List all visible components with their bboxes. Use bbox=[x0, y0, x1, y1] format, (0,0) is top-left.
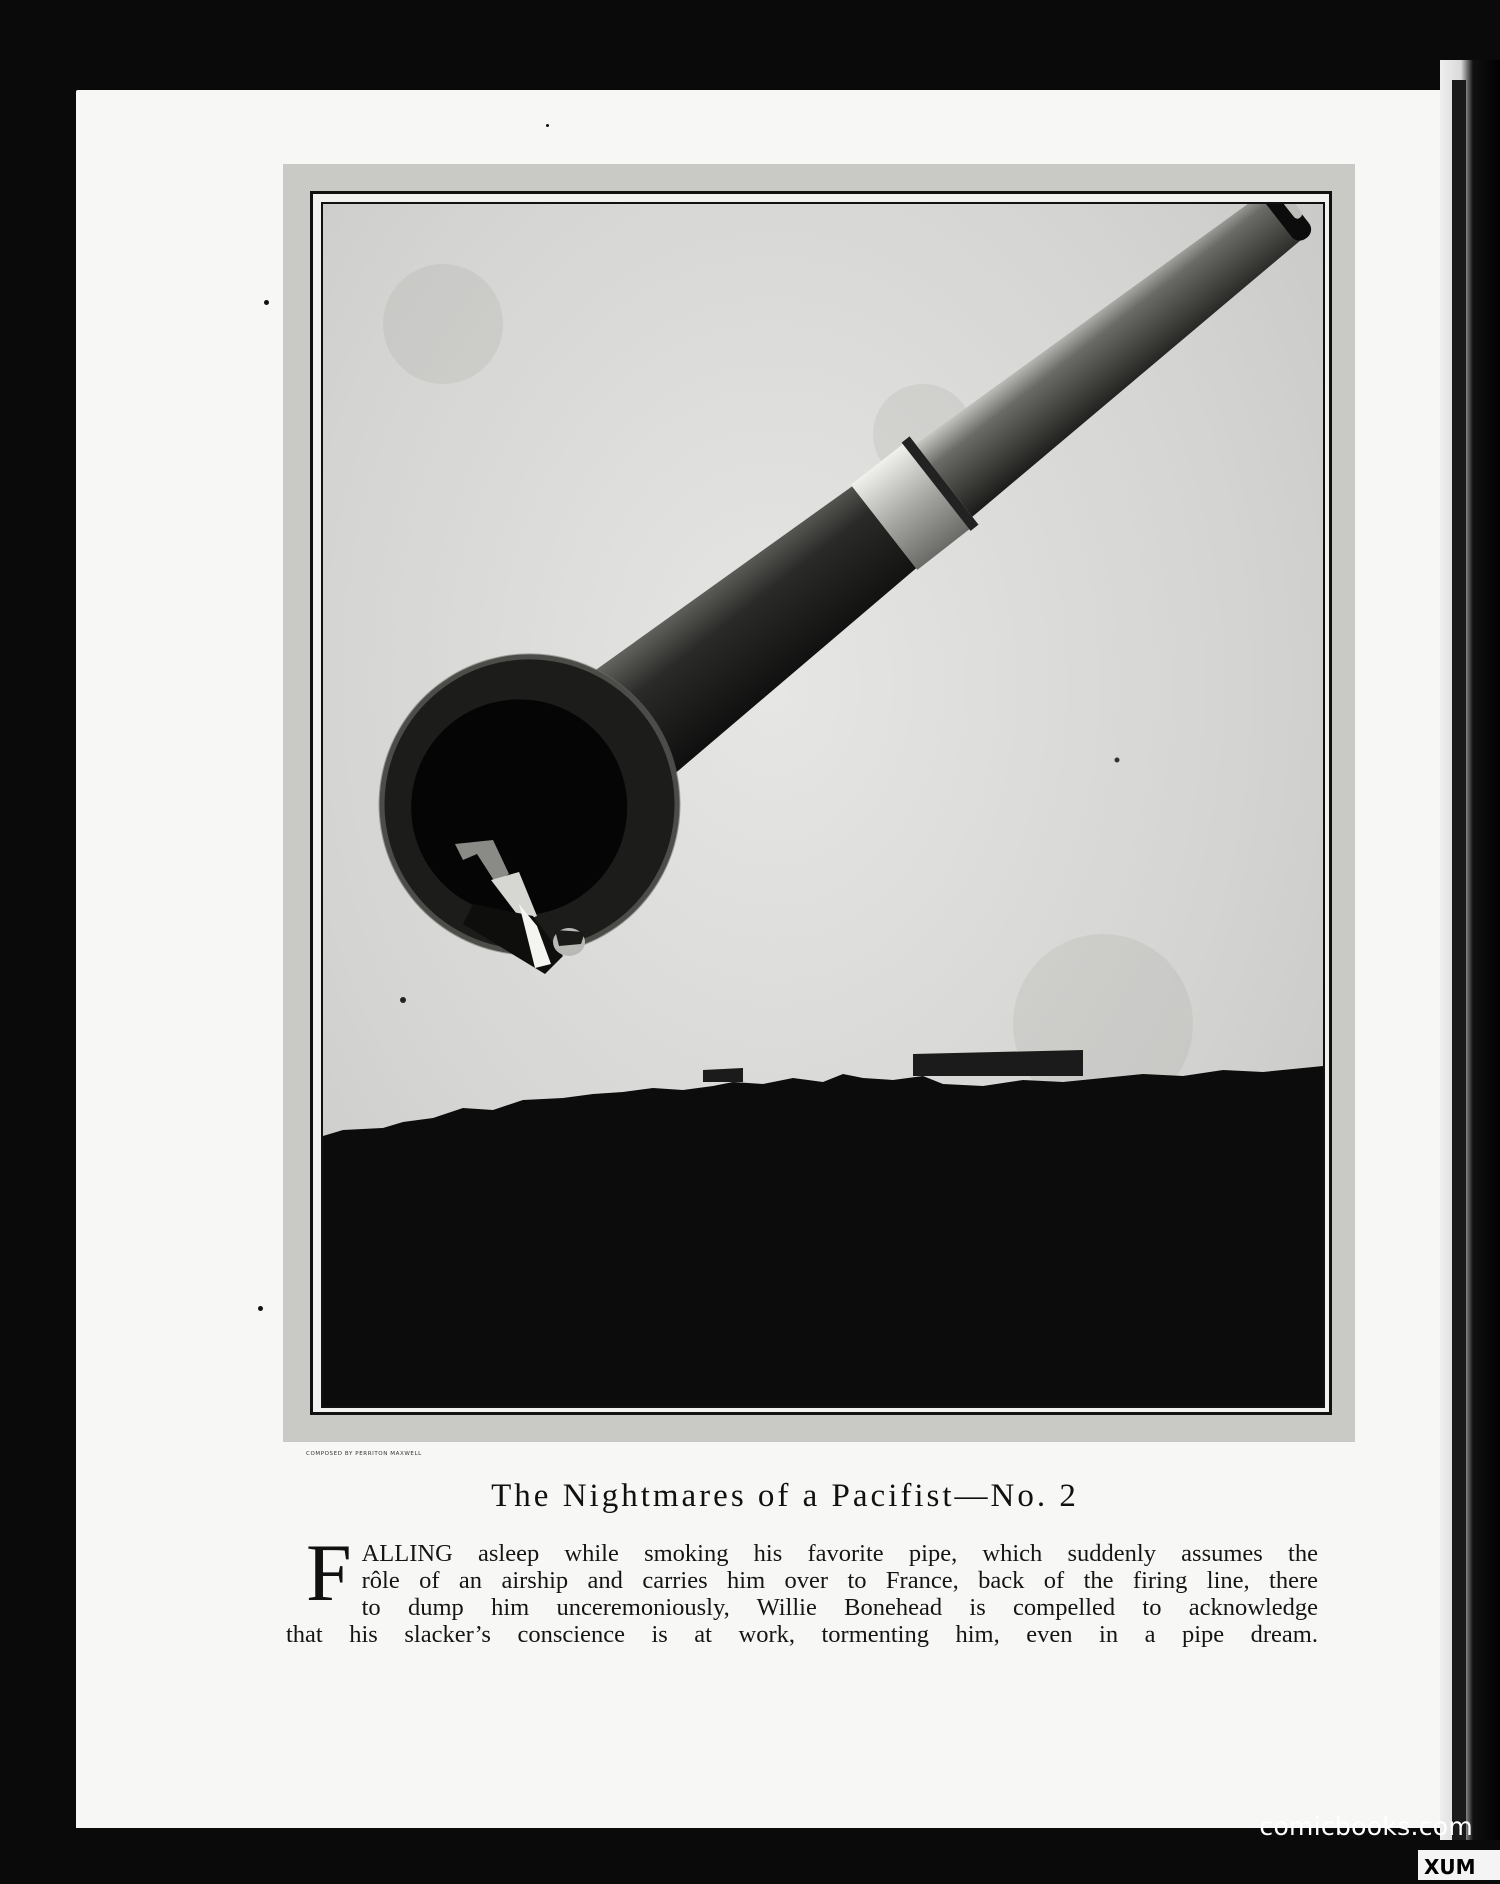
pipe-airship-photo bbox=[321, 202, 1325, 1408]
caption-last-line: that his slacker’s conscience is at work, tormenting him, even in a pipe dream. bbox=[286, 1621, 1318, 1648]
pipe-illustration bbox=[323, 204, 1323, 1406]
caption-line: ALLING asleep while smoking his favorite pipe, which suddenly assumes the bbox=[361, 1540, 1318, 1567]
horizon-silhouette bbox=[323, 1066, 1323, 1406]
photo-frame bbox=[310, 191, 1332, 1415]
book-spine bbox=[1440, 60, 1500, 1840]
facing-page-edge bbox=[1452, 80, 1466, 1840]
scan-tag: XUM bbox=[1418, 1850, 1500, 1880]
site-watermark: comicbooks.com bbox=[1259, 1812, 1473, 1841]
caption-line: rôle of an airship and carries him over to France, back of the firing line, there bbox=[361, 1567, 1318, 1594]
photo-credit: COMPOSED BY PERRITON MAXWELL bbox=[306, 1451, 422, 1457]
photo-plate bbox=[283, 164, 1355, 1442]
pipe-mouthpiece bbox=[916, 204, 1315, 517]
article-caption bbox=[286, 1527, 1318, 1648]
distant-building bbox=[913, 1050, 1083, 1076]
page-speck bbox=[258, 1306, 263, 1311]
drop-cap: F bbox=[306, 1527, 352, 1618]
page-speck bbox=[264, 300, 269, 305]
caption-line: to dump him unceremoniously, Willie Bonehead is compelled to acknowledge bbox=[361, 1594, 1318, 1621]
article-title: The Nightmares of a Pacifist—No. 2 bbox=[491, 1478, 1079, 1514]
page-speck bbox=[546, 124, 549, 127]
distant-roof bbox=[703, 1068, 743, 1082]
